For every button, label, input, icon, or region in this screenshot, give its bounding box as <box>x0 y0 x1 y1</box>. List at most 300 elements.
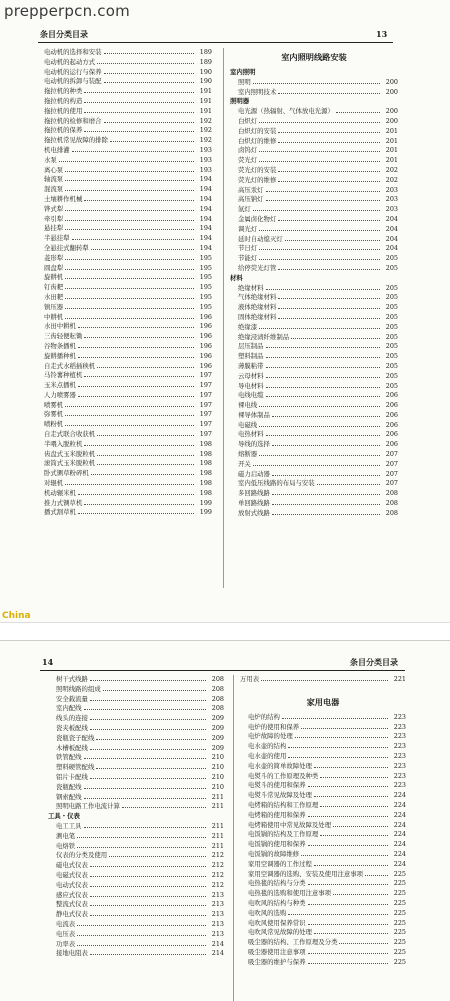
toc-entry <box>44 469 212 479</box>
toc-entry <box>44 283 212 293</box>
toc-entry-title: 电磁式仪表 <box>56 870 88 879</box>
toc-entry-title: 给停荧光灯管 <box>238 263 277 272</box>
toc-page-number: 198 <box>199 479 212 488</box>
dot-leader <box>77 832 206 838</box>
dot-leader <box>278 303 380 309</box>
dot-leader <box>96 734 206 740</box>
toc-page-number: 205 <box>385 293 398 302</box>
toc-entry <box>44 117 212 127</box>
toc-page-number: 213 <box>211 900 224 909</box>
toc-page-number: 211 <box>211 841 224 850</box>
toc-entry <box>44 254 212 264</box>
dot-leader <box>320 772 388 778</box>
toc-entry-title: 土壤耕作机械 <box>44 194 83 203</box>
toc-entry-title: 电吹风的结构与种类 <box>248 898 306 907</box>
toc-page-number: 201 <box>385 126 398 135</box>
toc-entry <box>44 303 212 313</box>
toc-entry-title: 裸导体制品 <box>238 410 270 419</box>
toc-entry-title: 多回路线路 <box>238 489 270 498</box>
toc-page-number: 194 <box>199 243 212 252</box>
toc-category <box>230 68 398 78</box>
toc-entry-title: 铝片卡配线 <box>56 772 88 781</box>
section-heading-text: 室内照明线路安装 <box>281 52 347 63</box>
dot-leader <box>90 744 206 750</box>
toc-entry <box>240 938 406 948</box>
toc-page-number: 212 <box>211 870 224 879</box>
toc-entry <box>240 752 406 762</box>
toc-entry-title: 功率表 <box>56 939 76 948</box>
toc-entry-title: 荧光灯的安装 <box>238 165 277 174</box>
dot-leader <box>259 244 380 250</box>
toc-entry-title: 电吹风常见故障的处理 <box>248 928 312 937</box>
toc-entry-title: 推力式铡草机 <box>44 498 83 507</box>
dot-leader <box>97 430 194 436</box>
dot-leader <box>336 107 380 113</box>
toc-page-number: 205 <box>385 303 398 312</box>
toc-entry-title: 瓷夹板配线 <box>56 723 88 732</box>
toc-entry-title: 电光源（热辐射、气体放电光源） <box>238 107 334 116</box>
toc-entry-title: 马铃薯种植机 <box>44 371 83 380</box>
toc-entry-title: 电水壶的结构 <box>248 742 287 751</box>
toc-page-number: 225 <box>393 947 406 956</box>
toc-entry <box>230 352 398 362</box>
toc-entry <box>48 861 224 871</box>
dot-leader <box>272 411 380 417</box>
toc-entry <box>48 910 224 920</box>
dot-leader <box>110 136 194 142</box>
dot-leader <box>266 352 380 358</box>
toc-entry <box>44 244 212 254</box>
dot-leader <box>59 156 194 162</box>
toc-entry <box>230 107 398 117</box>
toc-page-number: 224 <box>393 820 406 829</box>
toc-entry-title: 铁管配线 <box>56 753 82 762</box>
toc-entry <box>48 822 224 832</box>
toc-entry-title: 拖拉机的构造 <box>44 96 83 105</box>
toc-page-number: 213 <box>211 910 224 919</box>
toc-page-number: 223 <box>393 761 406 770</box>
dot-leader <box>90 773 206 779</box>
dot-leader <box>90 861 206 867</box>
toc-page-number: 203 <box>385 195 398 204</box>
dot-leader <box>84 107 194 113</box>
toc-entry <box>48 930 224 940</box>
toc-category-label: 照明器 <box>230 97 250 106</box>
dot-leader <box>259 156 380 162</box>
toc-page-number: 210 <box>211 753 224 762</box>
toc-entry-title: 播式割草机 <box>44 508 76 517</box>
dot-leader <box>288 742 388 748</box>
toc-entry <box>48 724 224 734</box>
toc-entry <box>48 763 224 773</box>
toc-page-number: 207 <box>385 479 398 488</box>
toc-column-left <box>44 48 212 518</box>
toc-page-number: 204 <box>385 214 398 223</box>
toc-page-number: 205 <box>385 352 398 361</box>
section-heading-text: 家用电器 <box>306 696 340 707</box>
toc-entry-title: 高压汞灯 <box>238 185 264 194</box>
dot-leader <box>291 333 380 339</box>
toc-entry <box>230 450 398 460</box>
toc-entry-title: 吸尘器的结构、工作原理及分类 <box>248 938 338 947</box>
dot-leader <box>90 695 206 701</box>
toc-entry <box>48 802 224 812</box>
toc-page-14 <box>0 640 450 1001</box>
dot-leader <box>266 430 380 436</box>
toc-page-number: 224 <box>393 800 406 809</box>
dot-leader <box>90 675 206 681</box>
dot-leader <box>84 704 206 710</box>
dot-leader <box>259 146 380 152</box>
dot-leader <box>65 401 194 407</box>
toc-entry <box>44 215 212 225</box>
toc-page-number: 211 <box>211 792 224 801</box>
dot-leader <box>84 87 194 93</box>
toc-entry-title: 高压钠灯 <box>238 195 264 204</box>
toc-entry-title: 中耕机 <box>44 312 64 321</box>
dot-leader <box>259 225 380 231</box>
toc-entry <box>44 264 212 274</box>
toc-page-number: 202 <box>385 165 398 174</box>
section-heading <box>240 693 406 713</box>
dot-leader <box>65 420 194 426</box>
toc-entry <box>48 685 224 695</box>
toc-entry-title: 钢索配线 <box>56 792 82 801</box>
toc-entry <box>44 185 212 195</box>
toc-entry-title: 电工工具 <box>56 821 82 830</box>
toc-entry <box>44 126 212 136</box>
toc-entry-title: 绝缘漆 <box>238 322 258 331</box>
toc-entry-title: 电热材料 <box>238 430 264 439</box>
dot-leader <box>278 88 380 94</box>
toc-entry <box>48 783 224 793</box>
toc-entry-title: 卤钨灯 <box>238 146 258 155</box>
toc-entry-title: 玉米点播机 <box>44 381 76 390</box>
toc-page-number: 195 <box>199 253 212 262</box>
toc-entry <box>44 450 212 460</box>
toc-entry-title: 树干式线路 <box>56 675 88 683</box>
toc-entry <box>230 284 398 294</box>
toc-entry <box>240 675 406 685</box>
dot-leader <box>78 322 194 328</box>
toc-entry-title: 室内照明技术 <box>238 87 277 96</box>
toc-category <box>230 97 398 107</box>
toc-entry-title: 电饭锅的使用和保养 <box>248 840 306 849</box>
toc-page-number: 208 <box>385 489 398 498</box>
dot-leader <box>278 293 380 299</box>
dot-leader <box>103 685 206 691</box>
toc-page-number: 206 <box>385 430 398 439</box>
dot-leader <box>253 78 380 84</box>
toc-page-number: 191 <box>199 96 212 105</box>
toc-entry-title: 电炉的使用和保养 <box>248 722 300 731</box>
spacer <box>240 685 406 693</box>
dot-leader <box>90 871 206 877</box>
dot-leader <box>91 469 194 475</box>
toc-entry-title: 磁力启动器 <box>238 469 270 478</box>
toc-entry-title: 电烤箱的结构和工作原理 <box>248 800 319 809</box>
dot-leader <box>282 713 388 719</box>
toc-entry-title: 整流式仪表 <box>56 900 88 909</box>
toc-page-number: 200 <box>385 116 398 125</box>
dot-leader <box>65 410 194 416</box>
toc-entry-title: 对辊机 <box>44 479 64 488</box>
toc-page-number: 213 <box>211 890 224 899</box>
toc-entry-title: 电动机的选择和安装 <box>44 48 102 56</box>
toc-entry <box>240 742 406 752</box>
toc-page-number: 223 <box>393 751 406 760</box>
dot-leader <box>90 900 206 906</box>
toc-entry-title: 电压表 <box>56 929 76 938</box>
toc-entry <box>44 342 212 352</box>
toc-entry-title: 离心泵 <box>44 165 64 174</box>
toc-entry-title: 电水壶的使用 <box>248 751 287 760</box>
toc-entry <box>240 762 406 772</box>
toc-entry <box>44 420 212 430</box>
toc-entry <box>230 254 398 264</box>
toc-page-number: 225 <box>393 869 406 878</box>
dot-leader <box>84 332 194 338</box>
toc-entry <box>44 332 212 342</box>
toc-page-number: 194 <box>199 234 212 243</box>
toc-entry-title: 电烤箱的使用和保养 <box>248 810 306 819</box>
toc-entry-title: 电炉故障的处理 <box>248 732 293 741</box>
toc-entry <box>44 97 212 107</box>
toc-entry-title: 自走式联合收获机 <box>44 430 96 439</box>
toc-entry <box>48 675 224 685</box>
toc-entry <box>44 48 212 58</box>
toc-page-number: 194 <box>199 175 212 184</box>
toc-entry-title: 电水壶的简单故障处理 <box>248 761 312 770</box>
toc-column-left <box>48 675 224 959</box>
toc-entry-title: 电吹风使用保养常识 <box>248 918 306 927</box>
toc-entry <box>240 772 406 782</box>
toc-entry-title: 拖拉机的使用 <box>44 106 83 115</box>
toc-entry <box>48 949 224 959</box>
toc-page-number: 225 <box>393 938 406 947</box>
toc-entry-title: 滚筒式玉米脱粒机 <box>44 459 96 468</box>
toc-entry-title: 悬挂犁 <box>44 224 64 233</box>
toc-page-number: 190 <box>199 67 212 76</box>
dot-leader <box>266 342 380 348</box>
toc-entry <box>230 440 398 450</box>
toc-entry-title: 电线电缆 <box>238 391 264 400</box>
dot-leader <box>104 68 194 74</box>
toc-page-number: 195 <box>199 273 212 282</box>
toc-category-label: 工具・仪表 <box>48 812 80 821</box>
toc-entry-title: 圆盘犁 <box>44 263 64 272</box>
toc-entry <box>240 870 406 880</box>
toc-entry-title: 轴流泵 <box>44 175 64 184</box>
toc-category-label: 材料 <box>230 273 243 282</box>
toc-page-number: 204 <box>385 244 398 253</box>
dot-leader <box>266 372 380 378</box>
toc-page-number: 210 <box>211 772 224 781</box>
toc-entry <box>48 832 224 842</box>
toc-page-number: 198 <box>199 469 212 478</box>
toc-entry <box>48 734 224 744</box>
dot-leader <box>97 362 194 368</box>
dot-leader <box>308 919 388 925</box>
toc-page-number: 200 <box>385 107 398 116</box>
toc-entry <box>44 440 212 450</box>
toc-entry-title: 电饭锅的故障维修 <box>248 849 300 858</box>
page-number: 14 <box>42 657 54 667</box>
toc-entry <box>240 732 406 742</box>
toc-entry <box>240 723 406 733</box>
toc-page-number: 198 <box>199 459 212 468</box>
toc-entry-title: 氙灯 <box>238 205 251 214</box>
toc-entry-title: 人力喷雾器 <box>44 390 76 399</box>
toc-entry <box>230 264 398 274</box>
toc-page-number: 193 <box>199 155 212 164</box>
dot-leader <box>65 215 194 221</box>
toc-entry <box>240 840 406 850</box>
toc-entry <box>44 401 212 411</box>
toc-entry-title: 吸尘器使用注意事项 <box>248 947 306 956</box>
dot-leader <box>65 273 194 279</box>
dot-leader <box>84 440 194 446</box>
toc-page-number: 224 <box>393 840 406 849</box>
column-divider <box>233 675 234 1001</box>
toc-entry <box>44 234 212 244</box>
dot-leader <box>97 450 194 456</box>
toc-page-number: 196 <box>199 312 212 321</box>
toc-page-number: 205 <box>385 263 398 272</box>
toc-entry <box>44 146 212 156</box>
toc-page-number: 208 <box>211 704 224 713</box>
toc-entry <box>48 695 224 705</box>
dot-leader <box>320 830 388 836</box>
toc-entry <box>240 889 406 899</box>
dot-leader <box>288 909 388 915</box>
toc-entry-title: 电动机的起动方式 <box>44 57 96 66</box>
dot-leader <box>278 313 380 319</box>
toc-page-number: 210 <box>211 782 224 791</box>
dot-leader <box>97 459 194 465</box>
toc-entry-title: 塑料硬管配线 <box>56 763 95 772</box>
toc-entry-title: 拖拉机的保养 <box>44 126 83 135</box>
dot-leader <box>78 342 194 348</box>
toc-entry <box>240 811 406 821</box>
toc-entry <box>230 391 398 401</box>
toc-entry-title: 荧光灯 <box>238 156 258 165</box>
toc-entry-title: 旋耕播种机 <box>44 351 76 360</box>
dot-leader <box>266 362 380 368</box>
toc-page-number: 212 <box>211 880 224 889</box>
dot-leader <box>285 235 380 241</box>
toc-entry-title: 自走式水稻插秧机 <box>44 361 96 370</box>
toc-entry-title: 室内低压线路的布局与安装 <box>238 479 315 488</box>
dot-leader <box>253 205 380 211</box>
toc-page-number: 224 <box>393 791 406 800</box>
toc-page-number: 189 <box>199 57 212 66</box>
dot-leader <box>84 793 206 799</box>
dot-leader <box>77 842 206 848</box>
dot-leader <box>90 724 206 730</box>
toc-page-number: 211 <box>211 831 224 840</box>
toc-entry <box>44 508 212 518</box>
toc-page-number: 225 <box>393 928 406 937</box>
toc-entry <box>230 127 398 137</box>
dot-leader <box>339 938 388 944</box>
toc-entry-title: 菱形犁 <box>44 253 64 262</box>
toc-entry-title: 延时自动熄灭灯 <box>238 234 283 243</box>
toc-page-number: 210 <box>211 763 224 772</box>
toc-entry-title: 电流表 <box>56 919 76 928</box>
toc-entry-title: 气体绝缘材料 <box>238 293 277 302</box>
toc-entry-title: 电动机的运行与保养 <box>44 67 102 76</box>
toc-entry-title: 电熨斗常见故障及处理 <box>248 791 312 800</box>
dot-leader <box>288 752 388 758</box>
toc-page-number: 206 <box>385 420 398 429</box>
toc-entry <box>230 205 398 215</box>
dot-leader <box>90 949 206 955</box>
toc-entry-title: 三齿轻便耘锄 <box>44 332 83 341</box>
toc-entry-title: 线头的连接 <box>56 714 88 723</box>
dot-leader <box>65 224 194 230</box>
dot-leader <box>278 166 380 172</box>
toc-page-number: 195 <box>199 263 212 272</box>
toc-entry-title: 钉齿耙 <box>44 283 64 292</box>
toc-entry <box>230 88 398 98</box>
toc-entry-title: 半喂入脱粒机 <box>44 439 83 448</box>
toc-entry <box>240 860 406 870</box>
toc-entry-title: 机电排灌 <box>44 145 70 154</box>
dot-leader <box>308 840 388 846</box>
dot-leader <box>266 195 380 201</box>
toc-entry <box>48 704 224 714</box>
toc-entry <box>230 313 398 323</box>
toc-page-number: 199 <box>199 508 212 517</box>
toc-entry-title: 水田中耕机 <box>44 322 76 331</box>
toc-entry <box>230 401 398 411</box>
toc-entry <box>240 850 406 860</box>
dot-leader <box>77 920 206 926</box>
toc-page-number: 208 <box>211 675 224 683</box>
toc-entry <box>48 753 224 763</box>
toc-page-number: 196 <box>199 351 212 360</box>
toc-page-number: 193 <box>199 145 212 154</box>
dot-leader <box>84 371 194 377</box>
dot-leader <box>259 421 380 427</box>
toc-entry <box>44 273 212 283</box>
toc-page-number: 196 <box>199 332 212 341</box>
toc-page-number: 213 <box>211 929 224 938</box>
toc-page-number: 205 <box>385 312 398 321</box>
toc-page-number: 205 <box>385 371 398 380</box>
toc-page-number: 195 <box>199 302 212 311</box>
toc-page-number: 208 <box>211 694 224 703</box>
toc-entry-title: 白炽灯 <box>238 116 258 125</box>
toc-entry-title: 拖拉机的种类 <box>44 87 83 96</box>
toc-page-number: 214 <box>211 939 224 948</box>
toc-entry-title: 喷粉机 <box>44 420 64 429</box>
toc-entry-title: 混流泵 <box>44 185 64 194</box>
toc-page-number: 189 <box>199 48 212 56</box>
toc-page-number: 200 <box>385 77 398 86</box>
dot-leader <box>84 126 194 132</box>
toc-page-number: 207 <box>385 459 398 468</box>
dot-leader <box>91 244 194 250</box>
dot-leader <box>314 762 388 768</box>
toc-entry <box>44 322 212 332</box>
toc-entry <box>230 186 398 196</box>
toc-entry <box>230 509 398 519</box>
toc-entry-title: 节能灯 <box>238 254 258 263</box>
dot-leader <box>97 58 194 64</box>
toc-page-number: 205 <box>385 283 398 292</box>
